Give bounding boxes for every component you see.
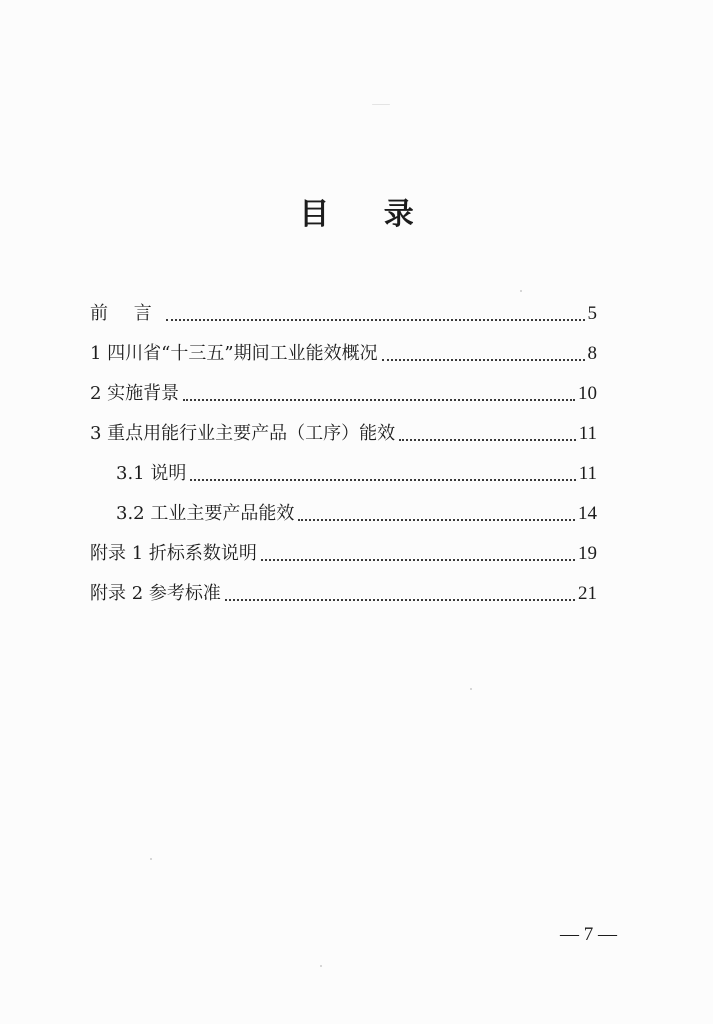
toc-entry-section-2[interactable] <box>90 365 597 405</box>
toc-entry-page: 10 <box>578 383 597 404</box>
toc-dot-leader <box>225 599 575 601</box>
scan-speck <box>150 858 152 860</box>
page-number: — 7 — <box>560 924 617 945</box>
toc-dot-leader <box>298 519 575 521</box>
toc-entry-section-1[interactable] <box>90 325 597 365</box>
scan-speck <box>372 104 390 105</box>
toc-entry-appendix-1[interactable] <box>90 525 597 565</box>
toc-entry-page: 11 <box>578 463 597 484</box>
toc-title: 目 录 <box>299 197 436 232</box>
toc-dot-leader <box>166 319 585 321</box>
toc-entry-appendix-2[interactable] <box>90 565 597 605</box>
toc-entry-label: 前 言 <box>90 303 162 324</box>
toc-entry-label: 1 四川省“十三五”期间工业能效概况 <box>90 343 378 364</box>
toc-entry-page: 5 <box>587 303 597 324</box>
toc-entry-page: 14 <box>578 503 597 524</box>
scan-speck <box>520 290 522 292</box>
toc-dot-leader <box>183 399 575 401</box>
toc-entry-page: 19 <box>578 543 597 564</box>
scan-speck <box>470 688 472 690</box>
toc-entry-page: 11 <box>578 423 597 444</box>
toc-entry-section-3[interactable] <box>90 405 597 445</box>
toc-entry-page: 8 <box>587 343 597 364</box>
toc-dot-leader <box>382 359 585 361</box>
toc-entry-label: 3 重点用能行业主要产品（工序）能效 <box>90 423 396 444</box>
toc-dot-leader <box>190 479 575 481</box>
toc-entry-label: 2 实施背景 <box>90 383 180 404</box>
toc-entry-section-3-2[interactable] <box>90 485 597 525</box>
toc-entry-section-3-1[interactable] <box>90 445 597 485</box>
toc-entry-label: 3.1 说明 <box>116 463 187 484</box>
toc-entry-label: 附录 2 参考标准 <box>90 583 221 604</box>
scan-speck <box>320 965 322 967</box>
toc-entry-label: 3.2 工业主要产品能效 <box>116 503 295 524</box>
toc-dot-leader <box>399 439 576 441</box>
table-of-contents <box>90 285 597 605</box>
toc-entry-label: 附录 1 折标系数说明 <box>90 543 257 564</box>
toc-dot-leader <box>261 559 575 561</box>
toc-entry-page: 21 <box>578 583 597 604</box>
